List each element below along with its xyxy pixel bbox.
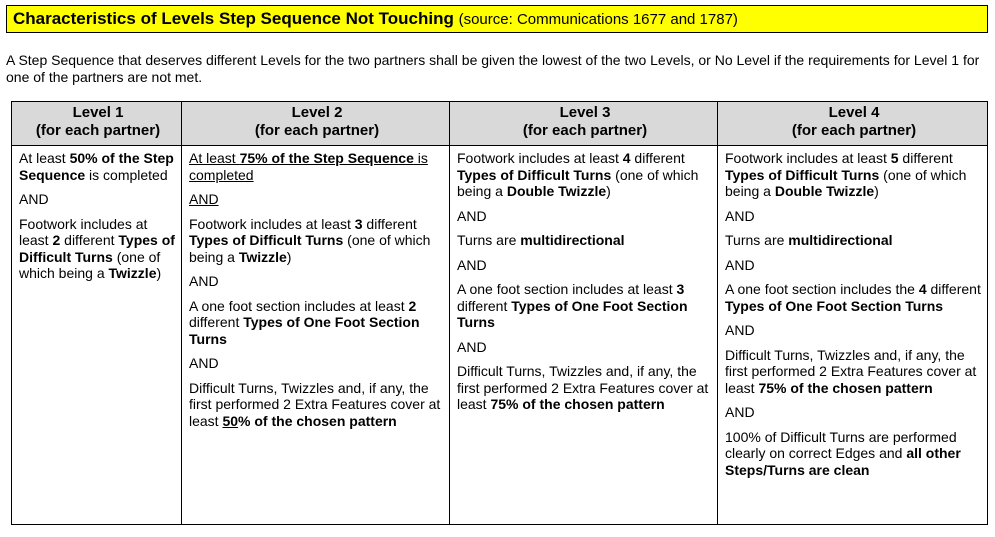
- requirement-text: [725, 429, 983, 479]
- level-3-title: Level 3: [559, 104, 611, 121]
- plain-text: ): [606, 183, 611, 199]
- and-connector: [725, 404, 983, 421]
- requirement-text: [725, 347, 983, 397]
- plain-text: (one of which being a: [457, 166, 699, 199]
- requirement-text: [725, 281, 983, 314]
- plain-text: AND: [725, 404, 755, 420]
- emphasis-text: Twizzle: [238, 248, 287, 265]
- requirement-text: [19, 150, 177, 183]
- document-title: Characteristics of Levels Step Sequence Not Touching: [13, 9, 454, 28]
- plain-text: AND: [189, 355, 219, 371]
- and-connector: [725, 322, 983, 339]
- emphasis-text: all other Steps/Turns are clean: [725, 445, 961, 478]
- plain-text: different: [362, 215, 417, 232]
- emphasis-text: Double Twizzle: [506, 183, 607, 199]
- plain-text: is completed: [85, 166, 168, 183]
- emphasis-text: is completed: [189, 150, 428, 183]
- plain-text: Turns are: [725, 232, 789, 248]
- emphasis-text: Types of Difficult Turns: [189, 232, 344, 248]
- plain-text: different: [457, 297, 512, 314]
- plain-text: AND: [457, 256, 487, 273]
- level-1-header: [12, 102, 182, 146]
- requirement-text: [457, 363, 713, 413]
- requirement-text: [457, 281, 713, 331]
- emphasis-text: 3: [354, 215, 363, 232]
- emphasis-text: Types of One Foot Section Turns: [457, 297, 688, 330]
- plain-text: At least: [19, 150, 70, 166]
- plain-text: Footwork includes at least: [457, 150, 623, 166]
- plain-text: AND: [725, 256, 755, 273]
- emphasis-text: 50: [222, 412, 239, 429]
- plain-text: ): [286, 248, 292, 265]
- emphasis-text: Types of One Foot Section Turns: [189, 314, 420, 347]
- plain-text: different: [926, 281, 981, 297]
- levels-table: [11, 101, 988, 525]
- requirement-text: [457, 232, 713, 249]
- and-connector: [725, 208, 983, 225]
- plain-text: Difficult Turns, Twizzles and, if any, the first performed 2 Extra Features cover at least: [189, 379, 441, 429]
- emphasis-text: 2: [52, 232, 61, 248]
- emphasis-text: 75% of the Step Sequence: [239, 150, 414, 166]
- plain-text: (one of which being a: [725, 166, 967, 199]
- levels-body-row: [12, 146, 988, 525]
- requirement-text: [189, 216, 445, 266]
- emphasis-text: 75% of the chosen pattern: [490, 396, 665, 412]
- requirement-text: [457, 150, 713, 200]
- plain-text: different: [189, 314, 244, 330]
- plain-text: Footwork includes at least: [19, 215, 148, 248]
- emphasis-text: % of the chosen pattern: [238, 412, 397, 429]
- emphasis-text: 50% of the Step Sequence: [19, 150, 174, 183]
- level-2-requirements: [182, 146, 450, 525]
- plain-text: AND: [189, 273, 219, 289]
- emphasis-text: 4: [918, 281, 927, 297]
- level-2-title: Level 2: [291, 104, 343, 121]
- level-4-requirements: [718, 146, 988, 525]
- emphasis-text: Types of Difficult Turns: [19, 232, 175, 265]
- and-connector: [189, 355, 445, 372]
- plain-text: A one foot section includes the: [725, 281, 919, 297]
- plain-text: AND: [725, 207, 755, 224]
- level-3-subtitle: (for each partner): [522, 122, 648, 139]
- emphasis-text: multidirectional: [520, 232, 625, 248]
- plain-text: (one of which being a: [19, 248, 161, 281]
- emphasis-text: AND: [189, 191, 219, 207]
- plain-text: AND: [457, 207, 487, 224]
- level-3-requirements: [450, 146, 718, 525]
- plain-text: ): [156, 265, 162, 281]
- level-2-subtitle: (for each partner): [254, 122, 380, 139]
- requirement-text: [189, 380, 445, 430]
- level-4-subtitle: (for each partner): [791, 122, 917, 139]
- and-connector: [19, 191, 177, 208]
- requirement-text: [19, 216, 177, 282]
- emphasis-text: Twizzle: [108, 265, 157, 281]
- plain-text: AND: [19, 191, 49, 207]
- and-connector: [457, 339, 713, 356]
- and-connector: [725, 257, 983, 274]
- requirement-text: [189, 298, 445, 348]
- plain-text: ): [874, 183, 879, 199]
- emphasis-text: Types of Difficult Turns: [725, 166, 880, 183]
- emphasis-text: 75% of the chosen pattern: [758, 379, 933, 396]
- plain-text: Footwork includes at least: [725, 150, 891, 166]
- document-source: (source: Communications 1677 and 1787): [458, 11, 738, 28]
- emphasis-text: 2: [408, 297, 417, 314]
- level-1-subtitle: (for each partner): [35, 122, 161, 139]
- emphasis-text: 3: [676, 281, 685, 297]
- plain-text: Difficult Turns, Twizzles and, if any, the first performed 2 Extra Features cover at least: [457, 363, 709, 412]
- emphasis-text: Types of One Foot Section Turns: [725, 297, 944, 314]
- level-1-requirements: [12, 146, 182, 525]
- plain-text: AND: [457, 338, 487, 355]
- and-connector: [189, 273, 445, 290]
- emphasis-text: Types of Difficult Turns: [457, 166, 612, 183]
- plain-text: different: [630, 150, 685, 166]
- intro-paragraph: A Step Sequence that deserves different Levels for the two partners shall be given the lowest of the two Levels, or No Level if the requirements for Level 1 for one of the partners are not met.: [6, 52, 980, 85]
- document-title-box: [6, 5, 988, 33]
- emphasis-text: 4: [622, 150, 631, 166]
- plain-text: Footwork includes at least: [189, 215, 355, 232]
- level-4-title: Level 4: [828, 104, 880, 121]
- plain-text: Difficult Turns, Twizzles and, if any, the first performed 2 Extra Features cover at least: [725, 346, 977, 396]
- emphasis-text: multidirectional: [788, 232, 893, 248]
- and-connector: [189, 191, 445, 208]
- plain-text: AND: [725, 322, 755, 338]
- level-1-title: Level 1: [72, 104, 124, 121]
- level-3-header: [450, 102, 718, 146]
- emphasis-text: Double Twizzle: [774, 183, 875, 199]
- plain-text: different: [898, 150, 953, 166]
- plain-text: (one of which being a: [189, 232, 431, 265]
- and-connector: [457, 257, 713, 274]
- plain-text: A one foot section includes at least: [457, 281, 677, 297]
- requirement-text: [725, 232, 983, 249]
- requirement-text: [189, 150, 445, 183]
- emphasis-text: At least: [189, 150, 240, 166]
- requirement-text: [725, 150, 983, 200]
- and-connector: [457, 208, 713, 225]
- level-2-header: [182, 102, 450, 146]
- plain-text: 100% of Difficult Turns are performed clearly on correct Edges and: [725, 428, 957, 461]
- level-4-header: [718, 102, 988, 146]
- emphasis-text: 5: [890, 150, 899, 166]
- plain-text: A one foot section includes at least: [189, 297, 409, 314]
- levels-header-row: [12, 102, 988, 146]
- plain-text: different: [60, 232, 119, 248]
- plain-text: Turns are: [457, 232, 521, 248]
